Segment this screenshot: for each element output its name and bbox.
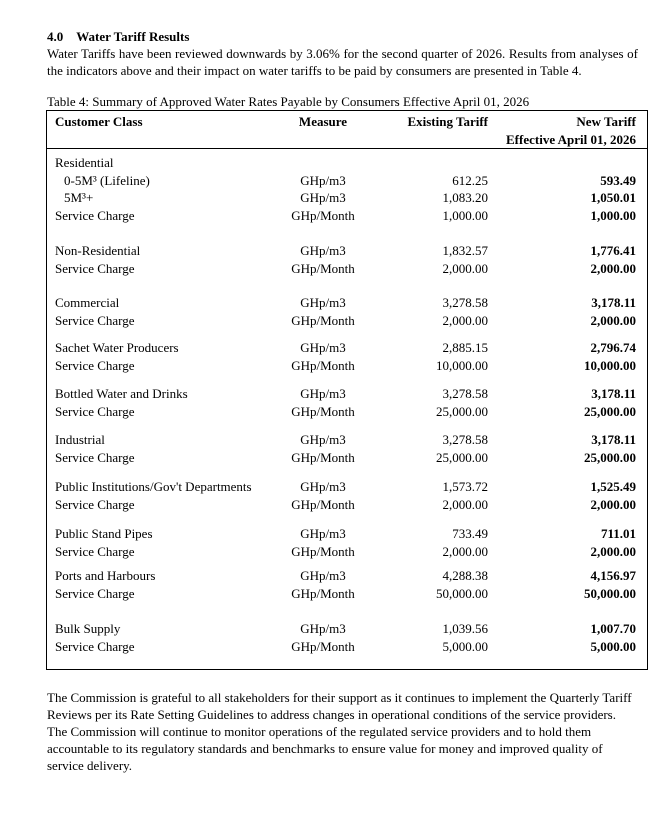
header-measure: Measure bbox=[298, 114, 348, 129]
table-row bbox=[47, 525, 647, 543]
table-row bbox=[47, 478, 647, 496]
table-row bbox=[47, 242, 647, 260]
cell-existing-tariff: 2,000.00 bbox=[442, 496, 488, 512]
cell-new-tariff: 25,000.00 bbox=[584, 403, 636, 419]
table-row bbox=[47, 431, 647, 449]
cell-existing-tariff: 2,000.00 bbox=[442, 260, 488, 276]
header-empty-cell bbox=[47, 131, 263, 149]
cell-measure: GHp/Month bbox=[291, 403, 355, 419]
table-spacer-row bbox=[47, 224, 647, 242]
table-spacer-row bbox=[47, 513, 647, 525]
cell-new-tariff: 50,000.00 bbox=[584, 585, 636, 601]
cell-customer-class: Bulk Supply bbox=[55, 621, 121, 636]
cell-measure: GHp/m3 bbox=[300, 432, 346, 447]
cell-measure: GHp/Month bbox=[291, 207, 355, 223]
cell-customer-class: Bottled Water and Drinks bbox=[55, 386, 188, 401]
cell-customer-class: Service Charge bbox=[55, 312, 135, 328]
cell-existing-tariff: 612.25 bbox=[452, 172, 488, 188]
cell-existing-tariff: 2,000.00 bbox=[442, 312, 488, 328]
section-title: Water Tariff Results bbox=[76, 29, 190, 44]
table-header-subrow bbox=[47, 131, 647, 149]
cell-existing-tariff: 4,288.38 bbox=[442, 568, 488, 583]
table-row bbox=[47, 638, 647, 656]
cell-existing-tariff bbox=[383, 154, 488, 172]
cell-customer-class: Public Stand Pipes bbox=[55, 526, 153, 541]
table-row bbox=[47, 496, 647, 514]
cell-measure: GHp/m3 bbox=[300, 295, 346, 310]
cell-existing-tariff: 3,278.58 bbox=[442, 295, 488, 310]
cell-customer-class: Service Charge bbox=[55, 585, 135, 601]
cell-customer-class: 5M³+ bbox=[64, 190, 94, 205]
header-new-tariff-effective-date: Effective April 01, 2026 bbox=[506, 131, 636, 147]
cell-existing-tariff: 3,278.58 bbox=[442, 432, 488, 447]
table-row bbox=[47, 339, 647, 357]
table-row bbox=[47, 189, 647, 207]
section-heading bbox=[47, 28, 638, 45]
cell-measure: GHp/Month bbox=[291, 449, 355, 465]
table-row bbox=[47, 357, 647, 375]
cell-customer-class: Industrial bbox=[55, 432, 105, 447]
table-row bbox=[47, 172, 647, 190]
table-row bbox=[47, 207, 647, 225]
cell-measure: GHp/Month bbox=[291, 496, 355, 512]
cell-measure: GHp/m3 bbox=[300, 340, 346, 355]
cell-existing-tariff: 2,000.00 bbox=[442, 543, 488, 559]
cell-new-tariff: 2,000.00 bbox=[590, 260, 636, 276]
cell-existing-tariff: 25,000.00 bbox=[436, 449, 488, 465]
cell-new-tariff: 3,178.11 bbox=[591, 432, 636, 447]
table-row bbox=[47, 154, 647, 172]
closing-paragraph: The Commission is grateful to all stakeholders for their support as it continues to implement the Quarterly Tariff Reviews per its Rate Setting Guidelines to address changes in operational conditions of the service providers. The Commission will continue to monitor operations of the regulated service providers and to hold them accountable to its regulatory standards and benchmarks to ensure value for money and improved quality of service delivery. bbox=[47, 690, 632, 773]
cell-new-tariff: 1,776.41 bbox=[590, 243, 636, 258]
cell-existing-tariff: 1,083.20 bbox=[442, 190, 488, 205]
table-row bbox=[47, 312, 647, 330]
cell-new-tariff: 593.49 bbox=[600, 172, 636, 188]
section-number: 4.0 bbox=[47, 29, 64, 44]
cell-new-tariff: 3,178.11 bbox=[591, 295, 636, 310]
cell-existing-tariff: 25,000.00 bbox=[436, 403, 488, 419]
header-customer-class: Customer Class bbox=[55, 114, 143, 129]
table-spacer-row bbox=[47, 374, 647, 385]
table-spacer-row bbox=[47, 329, 647, 339]
tariff-table bbox=[46, 110, 648, 670]
table-row bbox=[47, 567, 647, 585]
cell-measure: GHp/m3 bbox=[300, 172, 346, 188]
cell-existing-tariff: 50,000.00 bbox=[436, 585, 488, 601]
cell-new-tariff: 1,525.49 bbox=[590, 479, 636, 494]
header-empty-cell bbox=[383, 131, 488, 149]
cell-new-tariff: 3,178.11 bbox=[591, 386, 636, 401]
cell-customer-class: Service Charge bbox=[55, 357, 135, 373]
table-spacer-row bbox=[47, 602, 647, 620]
table-header bbox=[47, 111, 647, 149]
cell-new-tariff: 2,000.00 bbox=[590, 312, 636, 328]
cell-existing-tariff: 3,278.58 bbox=[442, 386, 488, 401]
cell-existing-tariff: 1,000.00 bbox=[442, 207, 488, 223]
cell-new-tariff: 1,000.00 bbox=[590, 207, 636, 223]
cell-measure: GHp/Month bbox=[291, 543, 355, 559]
cell-new-tariff: 10,000.00 bbox=[584, 357, 636, 373]
cell-customer-class: Sachet Water Producers bbox=[55, 340, 179, 355]
cell-customer-class: Service Charge bbox=[55, 207, 135, 223]
cell-existing-tariff: 2,885.15 bbox=[442, 340, 488, 355]
cell-customer-class: 0-5M³ (Lifeline) bbox=[64, 172, 150, 188]
cell-customer-class: Service Charge bbox=[55, 496, 135, 512]
cell-measure bbox=[263, 154, 383, 172]
cell-new-tariff: 1,050.01 bbox=[590, 190, 636, 205]
table-row bbox=[47, 620, 647, 638]
table-row bbox=[47, 543, 647, 561]
cell-new-tariff: 2,000.00 bbox=[590, 496, 636, 512]
table-spacer-row bbox=[47, 277, 647, 294]
cell-measure: GHp/m3 bbox=[300, 621, 346, 636]
table-row bbox=[47, 403, 647, 421]
cell-measure: GHp/m3 bbox=[300, 568, 346, 583]
cell-existing-tariff: 733.49 bbox=[452, 526, 488, 541]
cell-new-tariff: 2,796.74 bbox=[590, 340, 636, 355]
cell-measure: GHp/Month bbox=[291, 357, 355, 373]
cell-measure: GHp/m3 bbox=[300, 190, 346, 205]
cell-existing-tariff: 1,573.72 bbox=[442, 479, 488, 494]
cell-customer-class: Public Institutions/Gov't Departments bbox=[55, 479, 252, 494]
header-new-tariff: New Tariff bbox=[576, 114, 636, 129]
cell-customer-class: Service Charge bbox=[55, 543, 135, 559]
table-spacer-row bbox=[47, 420, 647, 431]
table-body bbox=[47, 149, 647, 669]
cell-new-tariff: 1,007.70 bbox=[590, 621, 636, 636]
table-row bbox=[47, 449, 647, 467]
table-spacer-row bbox=[47, 466, 647, 478]
cell-existing-tariff: 10,000.00 bbox=[436, 357, 488, 373]
cell-existing-tariff: 1,832.57 bbox=[442, 243, 488, 258]
cell-measure: GHp/Month bbox=[291, 260, 355, 276]
header-empty-cell bbox=[263, 131, 383, 149]
cell-customer-class: Service Charge bbox=[55, 449, 135, 465]
table-row bbox=[47, 585, 647, 603]
cell-measure: GHp/Month bbox=[291, 638, 355, 654]
table-row bbox=[47, 294, 647, 312]
header-existing-tariff: Existing Tariff bbox=[407, 114, 488, 129]
cell-measure: GHp/Month bbox=[291, 585, 355, 601]
cell-new-tariff: 4,156.97 bbox=[590, 568, 636, 583]
cell-customer-class: Ports and Harbours bbox=[55, 568, 156, 583]
cell-new-tariff: 25,000.00 bbox=[584, 449, 636, 465]
cell-customer-class: Service Charge bbox=[55, 638, 135, 654]
cell-measure: GHp/m3 bbox=[300, 386, 346, 401]
cell-customer-class: Non-Residential bbox=[55, 243, 141, 258]
cell-measure: GHp/m3 bbox=[300, 479, 346, 494]
cell-measure: GHp/Month bbox=[291, 312, 355, 328]
cell-existing-tariff: 5,000.00 bbox=[442, 638, 488, 654]
cell-customer-class: Service Charge bbox=[55, 260, 135, 276]
cell-customer-class: Commercial bbox=[55, 295, 120, 310]
cell-customer-class: Service Charge bbox=[55, 403, 135, 419]
table-caption: Table 4: Summary of Approved Water Rates Payable by Consumers Effective April 01, 2026 bbox=[47, 94, 530, 109]
table-header-row bbox=[47, 113, 647, 131]
cell-measure: GHp/m3 bbox=[300, 243, 346, 258]
cell-new-tariff: 2,000.00 bbox=[590, 543, 636, 559]
table-spacer-row bbox=[47, 560, 647, 567]
cell-existing-tariff: 1,039.56 bbox=[442, 621, 488, 636]
cell-measure: GHp/m3 bbox=[300, 526, 346, 541]
intro-paragraph: Water Tariffs have been reviewed downwards by 3.06% for the second quarter of 2026. Results from analyses of the indicators above and their impact on water tariffs to be paid by consumers are presented in Table 4. bbox=[47, 46, 638, 78]
table-row bbox=[47, 260, 647, 278]
cell-customer-class: Residential bbox=[55, 155, 114, 170]
cell-new-tariff bbox=[488, 154, 647, 172]
table-row bbox=[47, 385, 647, 403]
cell-new-tariff: 711.01 bbox=[600, 526, 636, 541]
cell-new-tariff: 5,000.00 bbox=[590, 638, 636, 654]
